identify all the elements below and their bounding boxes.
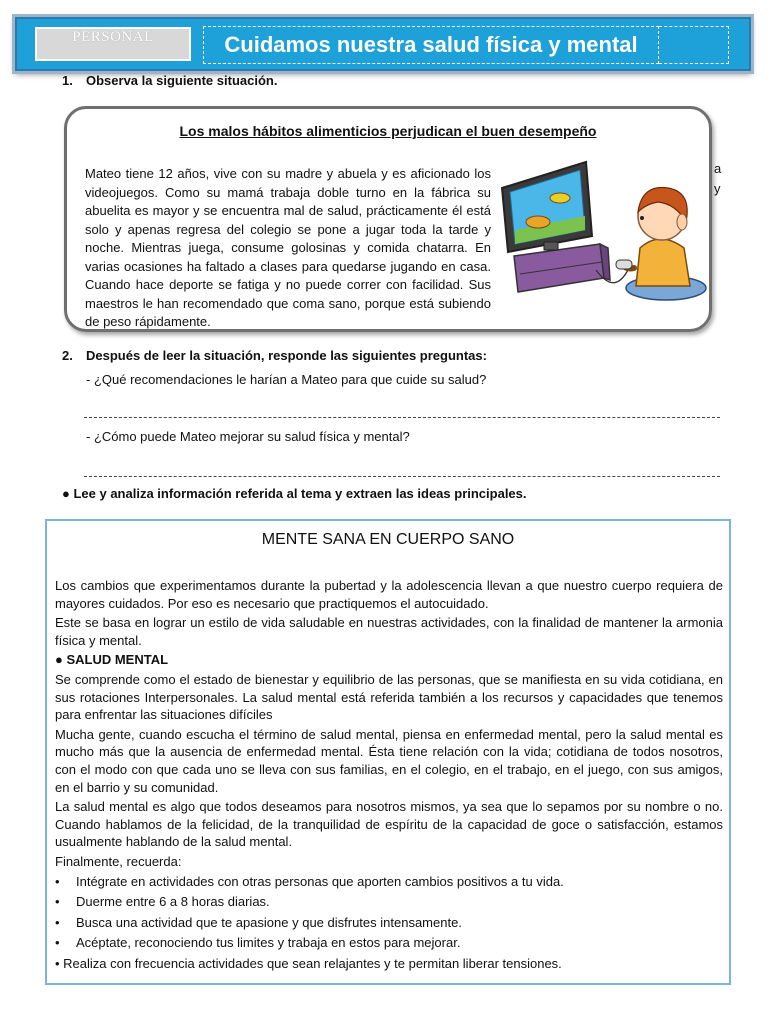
list-item: • Intégrate en actividades con otras personas que aporten cambios positivos a tu vida. xyxy=(55,873,564,889)
final-tip: • Realiza con frecuencia actividades que sean relajantes y te permitan liberar tensiones. xyxy=(55,955,562,971)
question-1-text: Observa la siguiente situación. xyxy=(86,73,278,88)
instruction-text: Lee y analiza información referida al tema y extraen las ideas principales. xyxy=(73,486,527,501)
info-paragraph-1: Los cambios que experimentamos durante la pubertad y la adolescencia llevan a que nuestro cuerpo requiera de mayores cuidados. Por eso es necesario que practiquemos el autocuidado. xyxy=(55,578,723,611)
info-title: MENTE SANA EN CUERPO SANO xyxy=(261,531,515,548)
bullet-icon: • xyxy=(55,873,60,889)
reminder-text: Finalmente, recuerda: xyxy=(55,853,182,869)
bullet-icon: • xyxy=(55,935,60,951)
situation-text: Mateo tiene 12 años, vive con su madre y abuela y es aficionado los videojuegos. Como su mamá trabaja doble turno en la fábrica su abuelita es mayor y se encuentra mal de salud, prácticamente él está solo y apenas regresa del colegio se pone a jugar toda la tarde y noche. Mientras juega, consume golosinas y comida chatarra. En varias ocasiones ha faltado a clases para quedarse jugando en casa. Cuando hace deporte se fatiga y no puede correr con facilidad. Sus maestros le han recomendado que coma sano, porque está subiendo de peso rápidamente. xyxy=(85,166,491,329)
title-frame-tail xyxy=(659,26,729,64)
info-box xyxy=(45,519,731,985)
bullet-icon: ● xyxy=(55,652,67,668)
bullet-icon: • xyxy=(55,914,60,930)
question-2-sub-2: - ¿Cómo puede Mateo mejorar su salud física y mental? xyxy=(86,429,410,444)
subject-label: PERSONAL xyxy=(35,27,191,61)
answer-line-2[interactable] xyxy=(84,476,720,477)
tips-list xyxy=(55,873,723,952)
question-2-text: Después de leer la situación, responde las siguientes preguntas: xyxy=(86,348,487,363)
question-2-number: 2. xyxy=(62,348,73,363)
info-body xyxy=(55,577,723,974)
answer-line-1[interactable] xyxy=(84,417,720,418)
situation-overflow-char-y: y xyxy=(714,181,721,196)
info-paragraph-4: Mucha gente, cuando escucha el término de salud mental, piensa en enfermedad mental, pero la salud mental es mucho más que la ausencia de enfermedad mental. Ésta tiene relación con la vida; cotidiana de todos nosotros, con el modo con que cada uno se lleva con sus familias, en el colegio, en el trabajo, en el juego, con sus amigos, en el barrio y su comunidad. xyxy=(55,726,723,795)
section-heading xyxy=(55,651,723,669)
bullet-icon: ● xyxy=(62,486,74,501)
bullet-icon: • xyxy=(55,955,64,971)
section-heading-text: SALUD MENTAL xyxy=(66,652,169,668)
header-banner xyxy=(15,17,751,71)
question-2-sub-1: - ¿Qué recomendaciones le harían a Mateo para que cuide su salud? xyxy=(86,372,487,387)
list-item: • Acéptate, reconociendo tus limites y trabaja en estos para mejorar. xyxy=(55,935,461,951)
situation-title: Los malos hábitos alimenticios perjudican el buen desempeño xyxy=(179,123,597,139)
page-title: Cuidamos nuestra salud física y mental xyxy=(203,26,659,64)
list-item: • Busca una actividad que te apasione y que disfrutes intensamente. xyxy=(55,914,462,930)
info-paragraph-5: La salud mental es algo que todos deseamos para nosotros mismos, ya sea que lo sepamos por su nombre o no. Cuando hablamos de la felicidad, de la tranquilidad de espíritu de la capacidad de goce o satisfacción, estamos usualmente hablando de la salud mental. xyxy=(55,799,723,850)
question-1 xyxy=(62,73,277,88)
info-paragraph-2: Este se basa en lograr un estilo de vida saludable en nuestras actividades, con la finalidad de mantener la armonia física y mental. xyxy=(55,615,723,648)
info-paragraph-3: Se comprende como el estado de bienestar y equilibrio de las personas, que se manifiesta en su vida cotidiana, en sus rotaciones Interpersonales. La salud mental está referida también a los recursos y capacidades que tenemos para enfrentar las situaciones difíciles xyxy=(55,671,723,723)
question-2 xyxy=(62,348,487,363)
instruction-line xyxy=(62,486,527,501)
bullet-icon: • xyxy=(55,894,60,910)
question-1-number: 1. xyxy=(62,73,73,88)
child-playing-videogame-illustration xyxy=(500,160,712,302)
list-item: • Duerme entre 6 a 8 horas diarias. xyxy=(55,894,270,910)
situation-overflow-char-a: a xyxy=(714,161,722,176)
